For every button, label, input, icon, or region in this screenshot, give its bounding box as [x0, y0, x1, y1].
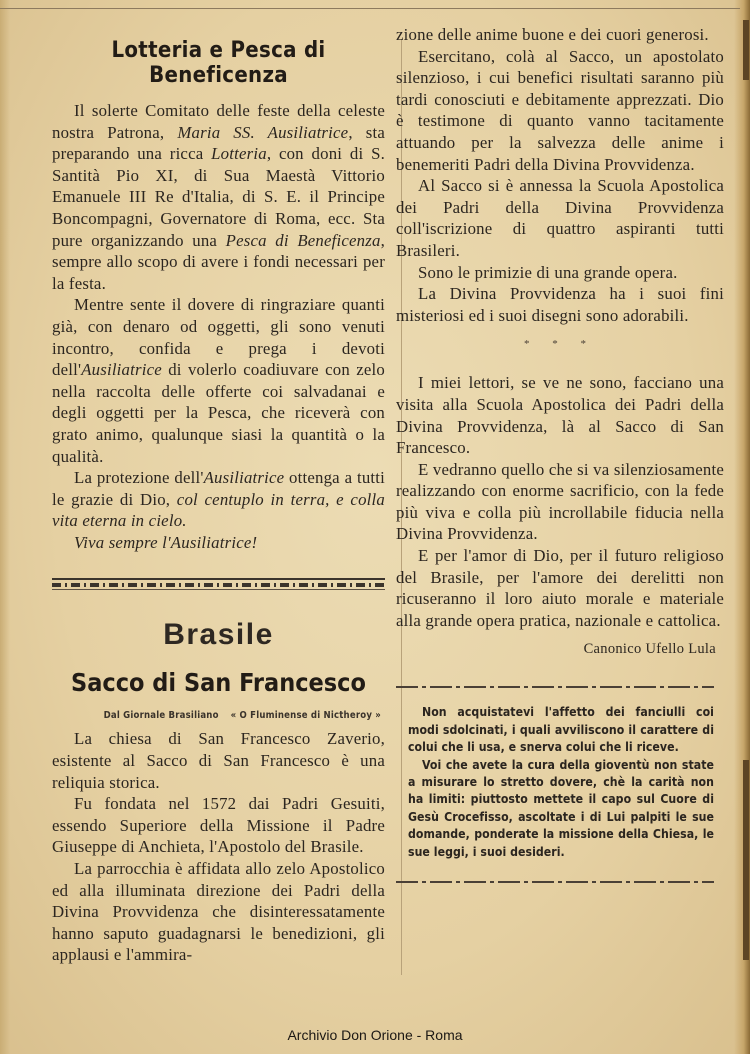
paragraph: La protezione dell'Ausiliatrice ottenga a tutti le grazie di Dio, col centuplo in terra, e colla vita eterna in cielo.: [52, 468, 385, 531]
italic-text: Ausiliatrice: [203, 468, 285, 488]
right-column: [396, 24, 724, 885]
sacco-article-continued: [396, 46, 724, 327]
continuation-paragraph: zione delle anime buone e dei cuori generosi.: [396, 25, 709, 44]
italic-text: Viva sempre l'Ausiliatrice!: [74, 532, 258, 552]
top-rule: [0, 8, 740, 9]
paragraph: Al Sacco si è annessa la Scuola Apostolica dei Padri della Divina Provvidenza coll'iscrizione di quattro aspiranti tutti Brasileri.: [396, 176, 724, 260]
paragraph: Il solerte Comitato delle feste della celeste nostra Patrona, Maria SS. Ausiliatrice, sta preparando una ricca Lotteria, con doni di S. Santità Pio XI, di Sua Maestà Vittorio Emanuele III Re d'Italia, di S. E. il Principe Boncompagni, Governatore di Roma, ecc. Sta pure organizzando una Pesca di Beneficenza, sempre allo scopo di avere i fondi necessari per la festa.: [52, 101, 386, 293]
paragraph: E vedranno quello che si va silenziosamente realizzando con enorme sacrificio, con la fede più viva e colla più incrollabile fiducia nella Divina Provvidenza.: [396, 459, 724, 544]
lettori-article: [396, 372, 724, 631]
section-stars: * * *: [524, 338, 596, 351]
box-top-ornament: [396, 684, 714, 690]
source-line: [52, 710, 381, 721]
page-edge-shadow: [0, 0, 10, 1054]
italic-text: Maria SS. Ausiliatrice: [177, 122, 349, 142]
paragraph: La chiesa di San Francesco Zaverio, esistente al Sacco di San Francesco è una reliquia storica.: [52, 729, 385, 792]
source-newspaper-name: « O Fluminense di Nictheroy »: [230, 710, 381, 722]
signature: Canonico Ufello Lula: [583, 641, 716, 658]
paragraph: [52, 532, 385, 554]
italic-text: col centuplo in terra, e colla vita eterna in cielo.: [52, 489, 385, 531]
paragraph: Fu fondata nel 1572 dai Padri Gesuiti, essendo Superiore della Missione il Padre Giuseppe di Anchieta, l'Apostolo del Brasile.: [52, 794, 385, 857]
paragraph: La parrocchia è affidata allo zelo Apostolico ed alla illuminata direzione dei Padri della Divina Provvidenza che disinteressatamente hanno saputo guadagnarsi le benedizioni, gli applausi e l'ammira-: [52, 859, 385, 965]
sacco-heading: Sacco di San Francesco: [71, 668, 366, 698]
lotteria-heading: Lotteria e Pesca di Beneficenza: [111, 38, 326, 88]
lotteria-article: [52, 100, 385, 553]
left-column: [52, 30, 385, 966]
archive-footer: Archivio Don Orione - Roma: [287, 1027, 463, 1043]
source-newspaper-label: Dal Giornale Brasiliano: [103, 710, 219, 722]
paragraph: La Divina Provvidenza ha i suoi fini misteriosi ed i suoi disegni sono adorabili.: [396, 284, 724, 325]
paragraph: Voi che avete la cura della gioventù non state a misurare lo stretto dovere, chè la carità non ha limiti: piuttosto mettete il capo sul Cuore di Gesù Crocefisso, ascoltate i di Lui palpiti le sue domande, ponderate la missione della Chiesa, le sue leggi, i suoi desideri.: [408, 757, 714, 859]
section-ornament: [52, 576, 385, 590]
binding-mark: [743, 760, 749, 960]
paragraph: Mentre sente il dovere di ringraziare quanti già, con denaro od oggetti, gli sono venuti incontro, confida e prega i devoti dell'Ausiliatrice di volerlo coadiuvare con zelo nella raccolta delle offerte coi salvadanai e degli oggetti per la Pesca, che riceverà con grato animo, qualunque siasi la quantità o la qualità.: [52, 295, 385, 466]
sacco-article: [52, 728, 385, 966]
paragraph: Non acquistatevi l'affetto dei fanciulli coi modi sdolcinati, i quali avviliscono il carattere di colui che li usa, e snerva colui che li riceve.: [408, 705, 714, 755]
brasile-heading: Brasile: [163, 618, 274, 652]
italic-text: Ausiliatrice: [81, 360, 162, 380]
binding-mark: [743, 20, 749, 80]
paragraph: Esercitano, colà al Sacco, un apostolato silenzioso, i cui benefici risultati saranno più tardi conosciuti e debitamente apprezzati. Dio è testimone di quanto vanno tacitamente attuando per la salvezza delle anime i benemeriti Padri della Divina Provvidenza.: [396, 46, 724, 174]
italic-text: Pesca di Beneficenza: [225, 230, 381, 250]
maxim-box: [408, 704, 714, 861]
italic-text: Lotteria: [211, 144, 267, 164]
box-bottom-ornament: [396, 879, 714, 885]
paragraph: Sono le primizie di una grande opera.: [418, 262, 678, 282]
paragraph: I miei lettori, se ve ne sono, facciano una visita alla Scuola Apostolica dei Padri della Divina Provvidenza, là al Sacco di San Francesco.: [396, 373, 724, 458]
paragraph: E per l'amor di Dio, per il futuro religioso del Brasile, per l'amore dei derelitti non ricuseranno il loro aiuto morale e materiale alla grande opera pratica, nazionale e cattolica.: [396, 546, 724, 630]
